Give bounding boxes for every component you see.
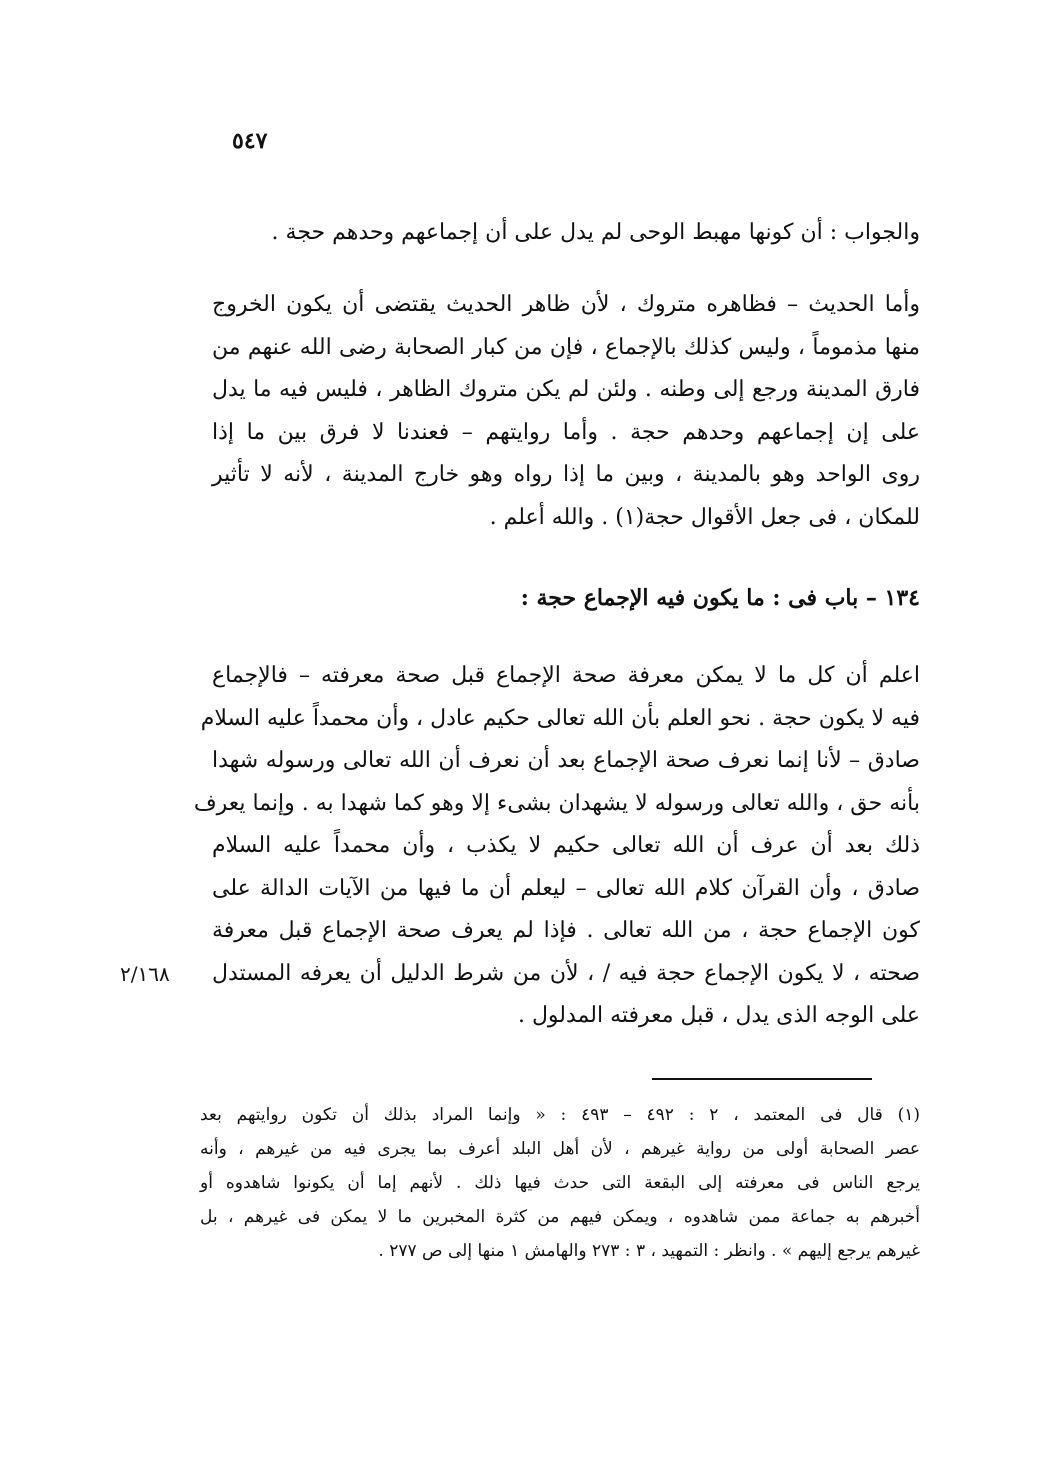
text-line: صحته ، لا يكون الإجماع حجة فيه / ، لأن من شرط الدليل أن يعرفه المستدل <box>212 960 920 986</box>
text-line: فارق المدينة ورجع إلى وطنه . ولئن لم يكن متروك الظاهر ، فليس فيه ما يدل <box>212 377 920 402</box>
paragraph-answer <box>212 212 920 255</box>
text-line: كون الإجماع حجة ، من الله تعالى . فإذا لم يعرف صحة الإجماع قبل معرفة <box>212 918 920 943</box>
text-line: ذلك بعد أن عرف أن الله تعالى حكيم لا يكذب ، وأن محمداً عليه السلام <box>212 833 920 858</box>
footnote-line: غيرهم يرجع إليهم » . وانظر : التمهيد ، ٣ : ٢٧٣ والهامش ١ منها إلى ص ٢٧٧ . <box>378 1241 920 1261</box>
page-number: ٥٤٧ <box>232 128 268 154</box>
chapter-heading: ١٣٤ – باب فى : ما يكون فيه الإجماع حجة : <box>520 585 920 611</box>
paragraph-chapter-body <box>193 655 920 1038</box>
manuscript-folio-note: ٢/١٦٨ <box>120 962 170 986</box>
text-line: على الوجه الذى يدل ، قبل معرفته المدلول . <box>517 1003 920 1028</box>
footnote-line: أخبرهم به جماعة ممن شاهدوه ، ويمكن فيهم من كثرة المخبرين ما لا يمكن فى غيرهم ، بل <box>200 1207 920 1227</box>
footnote-line: (١) قال فى المعتمد ، ٢ : ٤٩٢ – ٤٩٣ : « وإنما المراد بذلك أن تكون روايتهم بعد <box>200 1105 921 1125</box>
footnote-line: عصر الصحابة أولى من رواية غيرهم ، لأن أهل البلد أعرف بما يجرى فيه من غيرهم ، وأنه <box>200 1139 920 1159</box>
footnote-line: يرجع الناس فى معرفته إلى البقعة التى حدث فيها ذلك . لأنهم إما أن يكونوا شاهدوه أو <box>200 1173 920 1193</box>
text-line: للمكان ، فى جعل الأقوال حجة(١) . والله أعلم . <box>489 504 920 530</box>
footnote-divider <box>652 1078 872 1080</box>
text-line: اعلم أن كل ما لا يمكن معرفة صحة الإجماع قبل صحة معرفته – فالإجماع <box>212 663 920 688</box>
text-line: والجواب : أن كونها مهبط الوحى لم يدل على أن إجماعهم وحدهم حجة . <box>271 220 920 245</box>
text-line: فيه لا يكون حجة . نحو العلم بأن الله تعالى حكيم عادل ، وأن محمداً عليه السلام <box>200 705 920 731</box>
text-line: منها مذموماً ، وليس كذلك بالإجماع ، فإن من كبار الصحابة رضى الله عنهم من <box>212 334 920 360</box>
footnote <box>200 1098 920 1268</box>
text-line: بأنه حق ، والله تعالى ورسوله لا يشهدان بشىء إلا وهو كما شهدا به . وإنما يعرف <box>193 790 920 816</box>
text-line: صادق ، وأن القرآن كلام الله تعالى – ليعلم أن ما فيها من الآيات الدالة على <box>212 875 920 901</box>
paragraph-hadith <box>212 284 920 539</box>
text-line: روى الواحد وهو بالمدينة ، وبين ما إذا رواه وهو خارج المدينة ، لأنه لا تأثير <box>212 462 920 487</box>
text-line: وأما الحديث – فظاهره متروك ، لأن ظاهر الحديث يقتضى أن يكون الخروج <box>212 292 920 317</box>
text-line: صادق – لأنا إنما نعرف صحة الإجماع بعد أن نعرف أن الله تعالى ورسوله شهدا <box>212 748 920 773</box>
text-line: على إن إجماعهم وحدهم حجة . وأما روايتهم – فعندنا لا فرق بين ما إذا <box>212 419 920 445</box>
